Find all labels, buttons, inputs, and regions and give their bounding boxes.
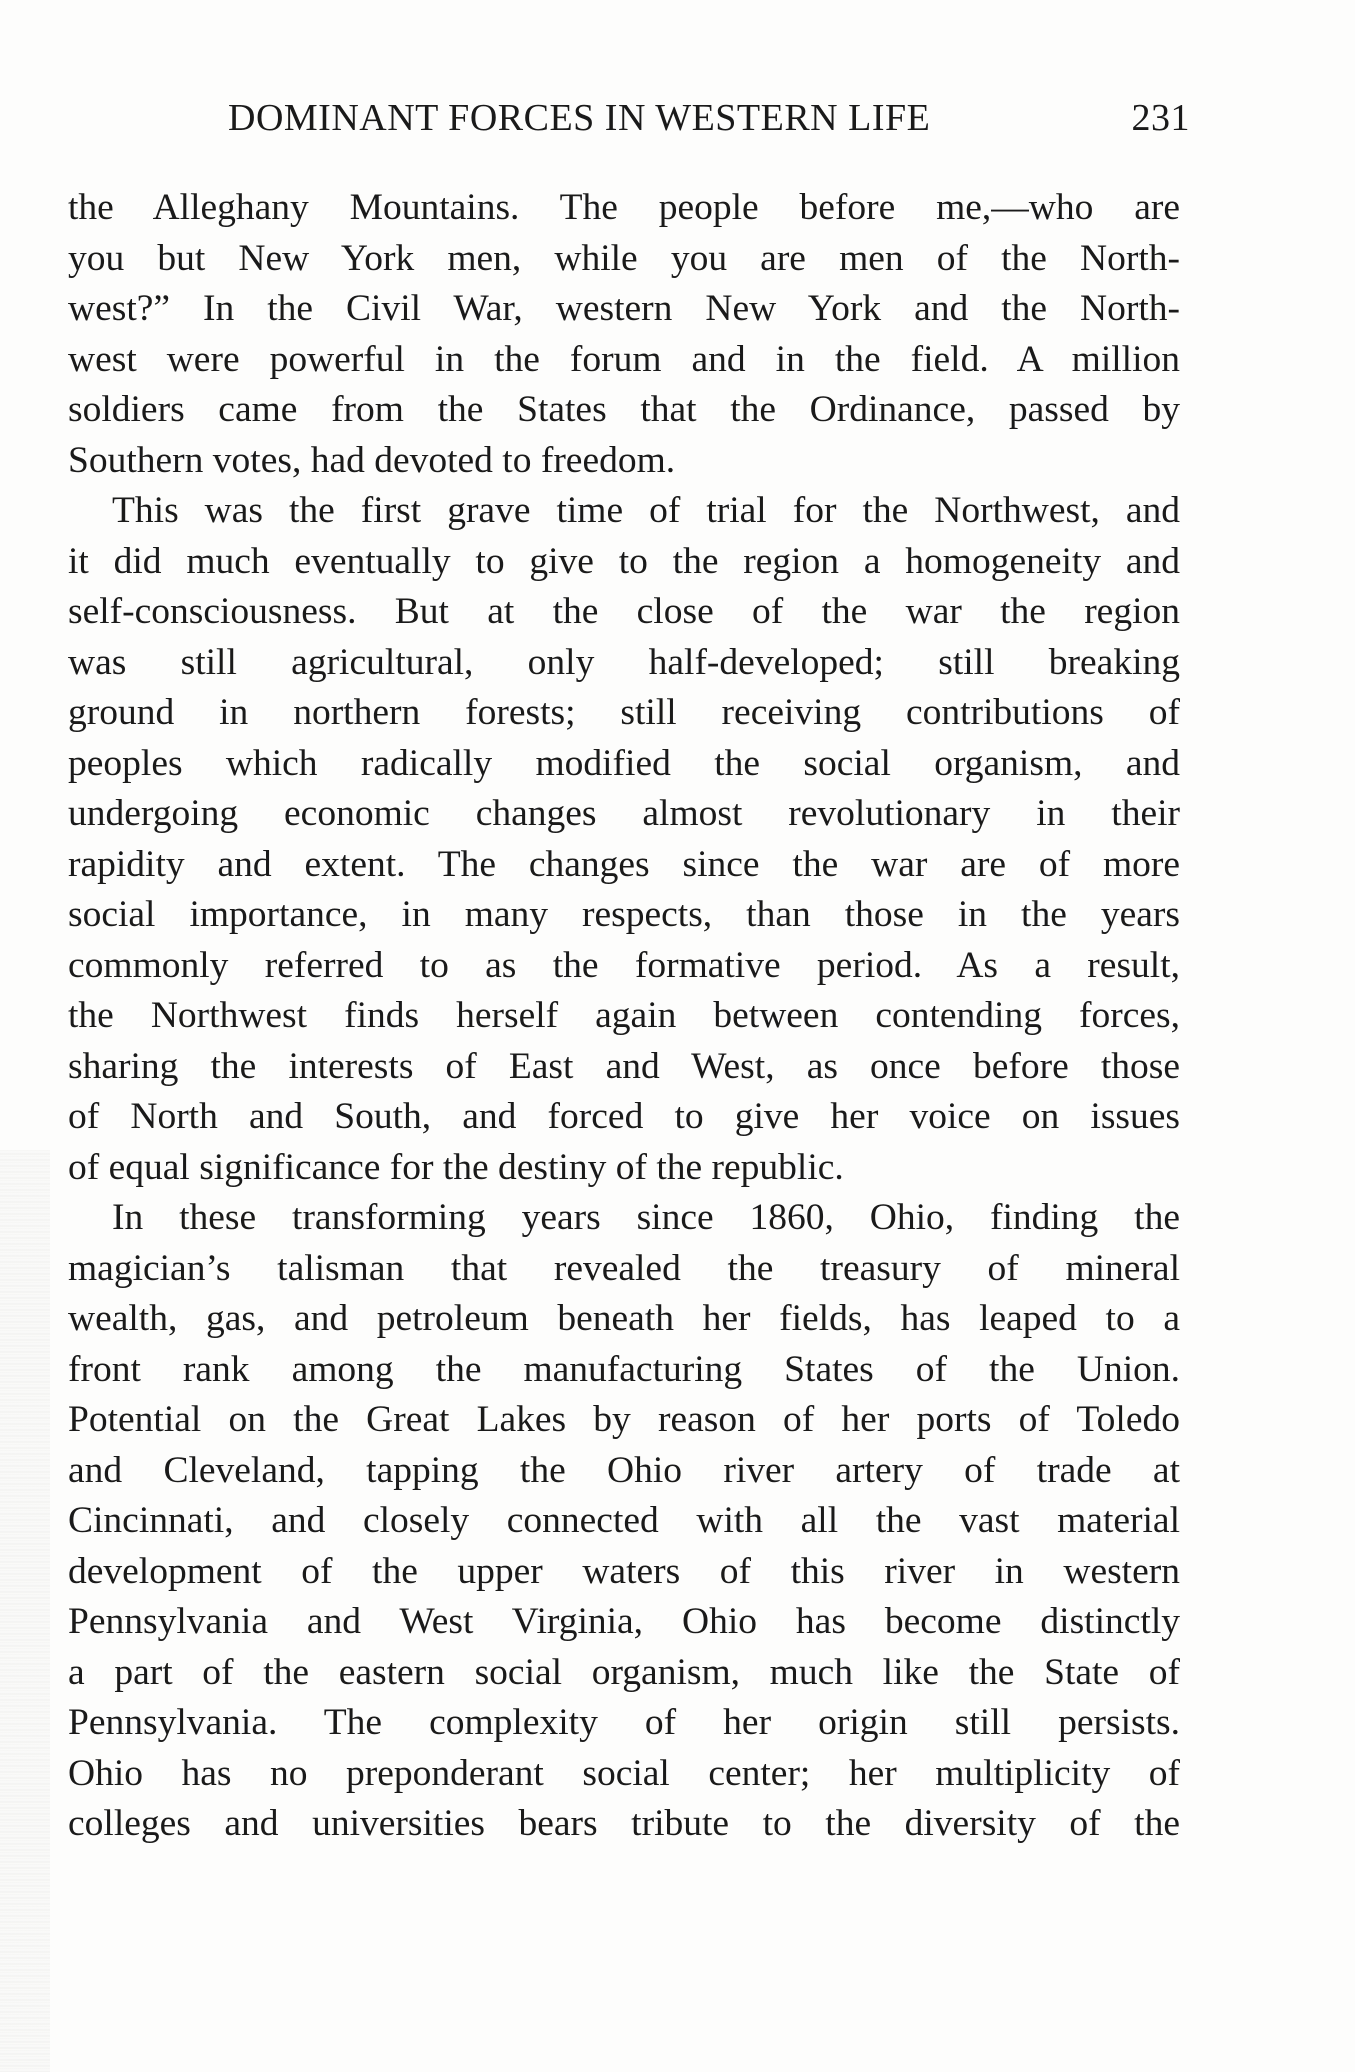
text-line: sharing the interests of East and West, as once before those <box>68 1045 1180 1087</box>
text-line: the Northwest finds herself again between contending forces, <box>68 995 1180 1036</box>
paragraph-3 <box>68 1193 1180 1850</box>
text-line: of equal significance for the destiny of the republic. <box>68 1146 844 1188</box>
text-line: and Cleveland, tapping the Ohio river artery of trade at <box>68 1449 1180 1491</box>
text-line: Pennsylvania. The complexity of her origin still persists. <box>68 1702 1180 1743</box>
text-line: ground in northern forests; still receiving contributions of <box>68 692 1180 733</box>
running-head: DOMINANT FORCES IN WESTERN LIFE <box>228 97 931 139</box>
text-line: In these transforming years since 1860, Ohio, finding the <box>112 1197 1180 1238</box>
text-line: soldiers came from the States that the Ordinance, passed by <box>68 389 1180 430</box>
text-line: Ohio has no preponderant social center; her multiplicity of <box>68 1752 1180 1794</box>
text-line: self-consciousness. But at the close of the war the region <box>68 591 1180 632</box>
text-line: Cincinnati, and closely connected with all the vast material <box>68 1500 1180 1541</box>
text-line: wealth, gas, and petroleum beneath her fields, has leaped to a <box>68 1298 1180 1339</box>
paragraph-1 <box>68 183 1180 486</box>
scan-edge-shading <box>0 1150 50 2072</box>
paragraph-2 <box>68 486 1180 1193</box>
text-line: a part of the eastern social organism, much like the State of <box>68 1651 1180 1693</box>
text-line: development of the upper waters of this river in western <box>68 1550 1180 1592</box>
text-line: you but New York men, while you are men of the North- <box>68 237 1180 279</box>
text-line: This was the first grave time of trial for the Northwest, and <box>112 490 1180 531</box>
page-header <box>228 96 1190 148</box>
text-line: colleges and universities bears tribute to the diversity of the <box>68 1803 1180 1844</box>
text-line: west?” In the Civil War, western New York and the North- <box>68 288 1180 329</box>
text-line: magician’s talisman that revealed the treasury of mineral <box>68 1247 1180 1289</box>
text-line: front rank among the manufacturing States of the Union. <box>68 1348 1180 1390</box>
text-line: Pennsylvania and West Virginia, Ohio has become distinctly <box>68 1601 1180 1642</box>
text-line: west were powerful in the forum and in the field. A million <box>68 338 1180 380</box>
page-number: 231 <box>1131 97 1190 139</box>
text-line: social importance, in many respects, than those in the years <box>68 894 1180 935</box>
text-line: peoples which radically modified the social organism, and <box>68 742 1180 784</box>
text-line: it did much eventually to give to the region a homogeneity and <box>68 540 1180 582</box>
text-line: commonly referred to as the formative period. As a result, <box>68 944 1180 986</box>
text-line: of North and South, and forced to give her voice on issues <box>68 1096 1180 1137</box>
text-line: rapidity and extent. The changes since the war are of more <box>68 843 1180 885</box>
text-line: was still agricultural, only half-developed; still breaking <box>68 641 1180 683</box>
text-line: undergoing economic changes almost revolutionary in their <box>68 793 1180 834</box>
text-line: the Alleghany Mountains. The people before me,—who are <box>68 187 1180 228</box>
text-line: Southern votes, had devoted to freedom. <box>68 439 676 481</box>
text-line: Potential on the Great Lakes by reason of her ports of Toledo <box>68 1399 1180 1440</box>
body-text <box>68 183 1180 1850</box>
